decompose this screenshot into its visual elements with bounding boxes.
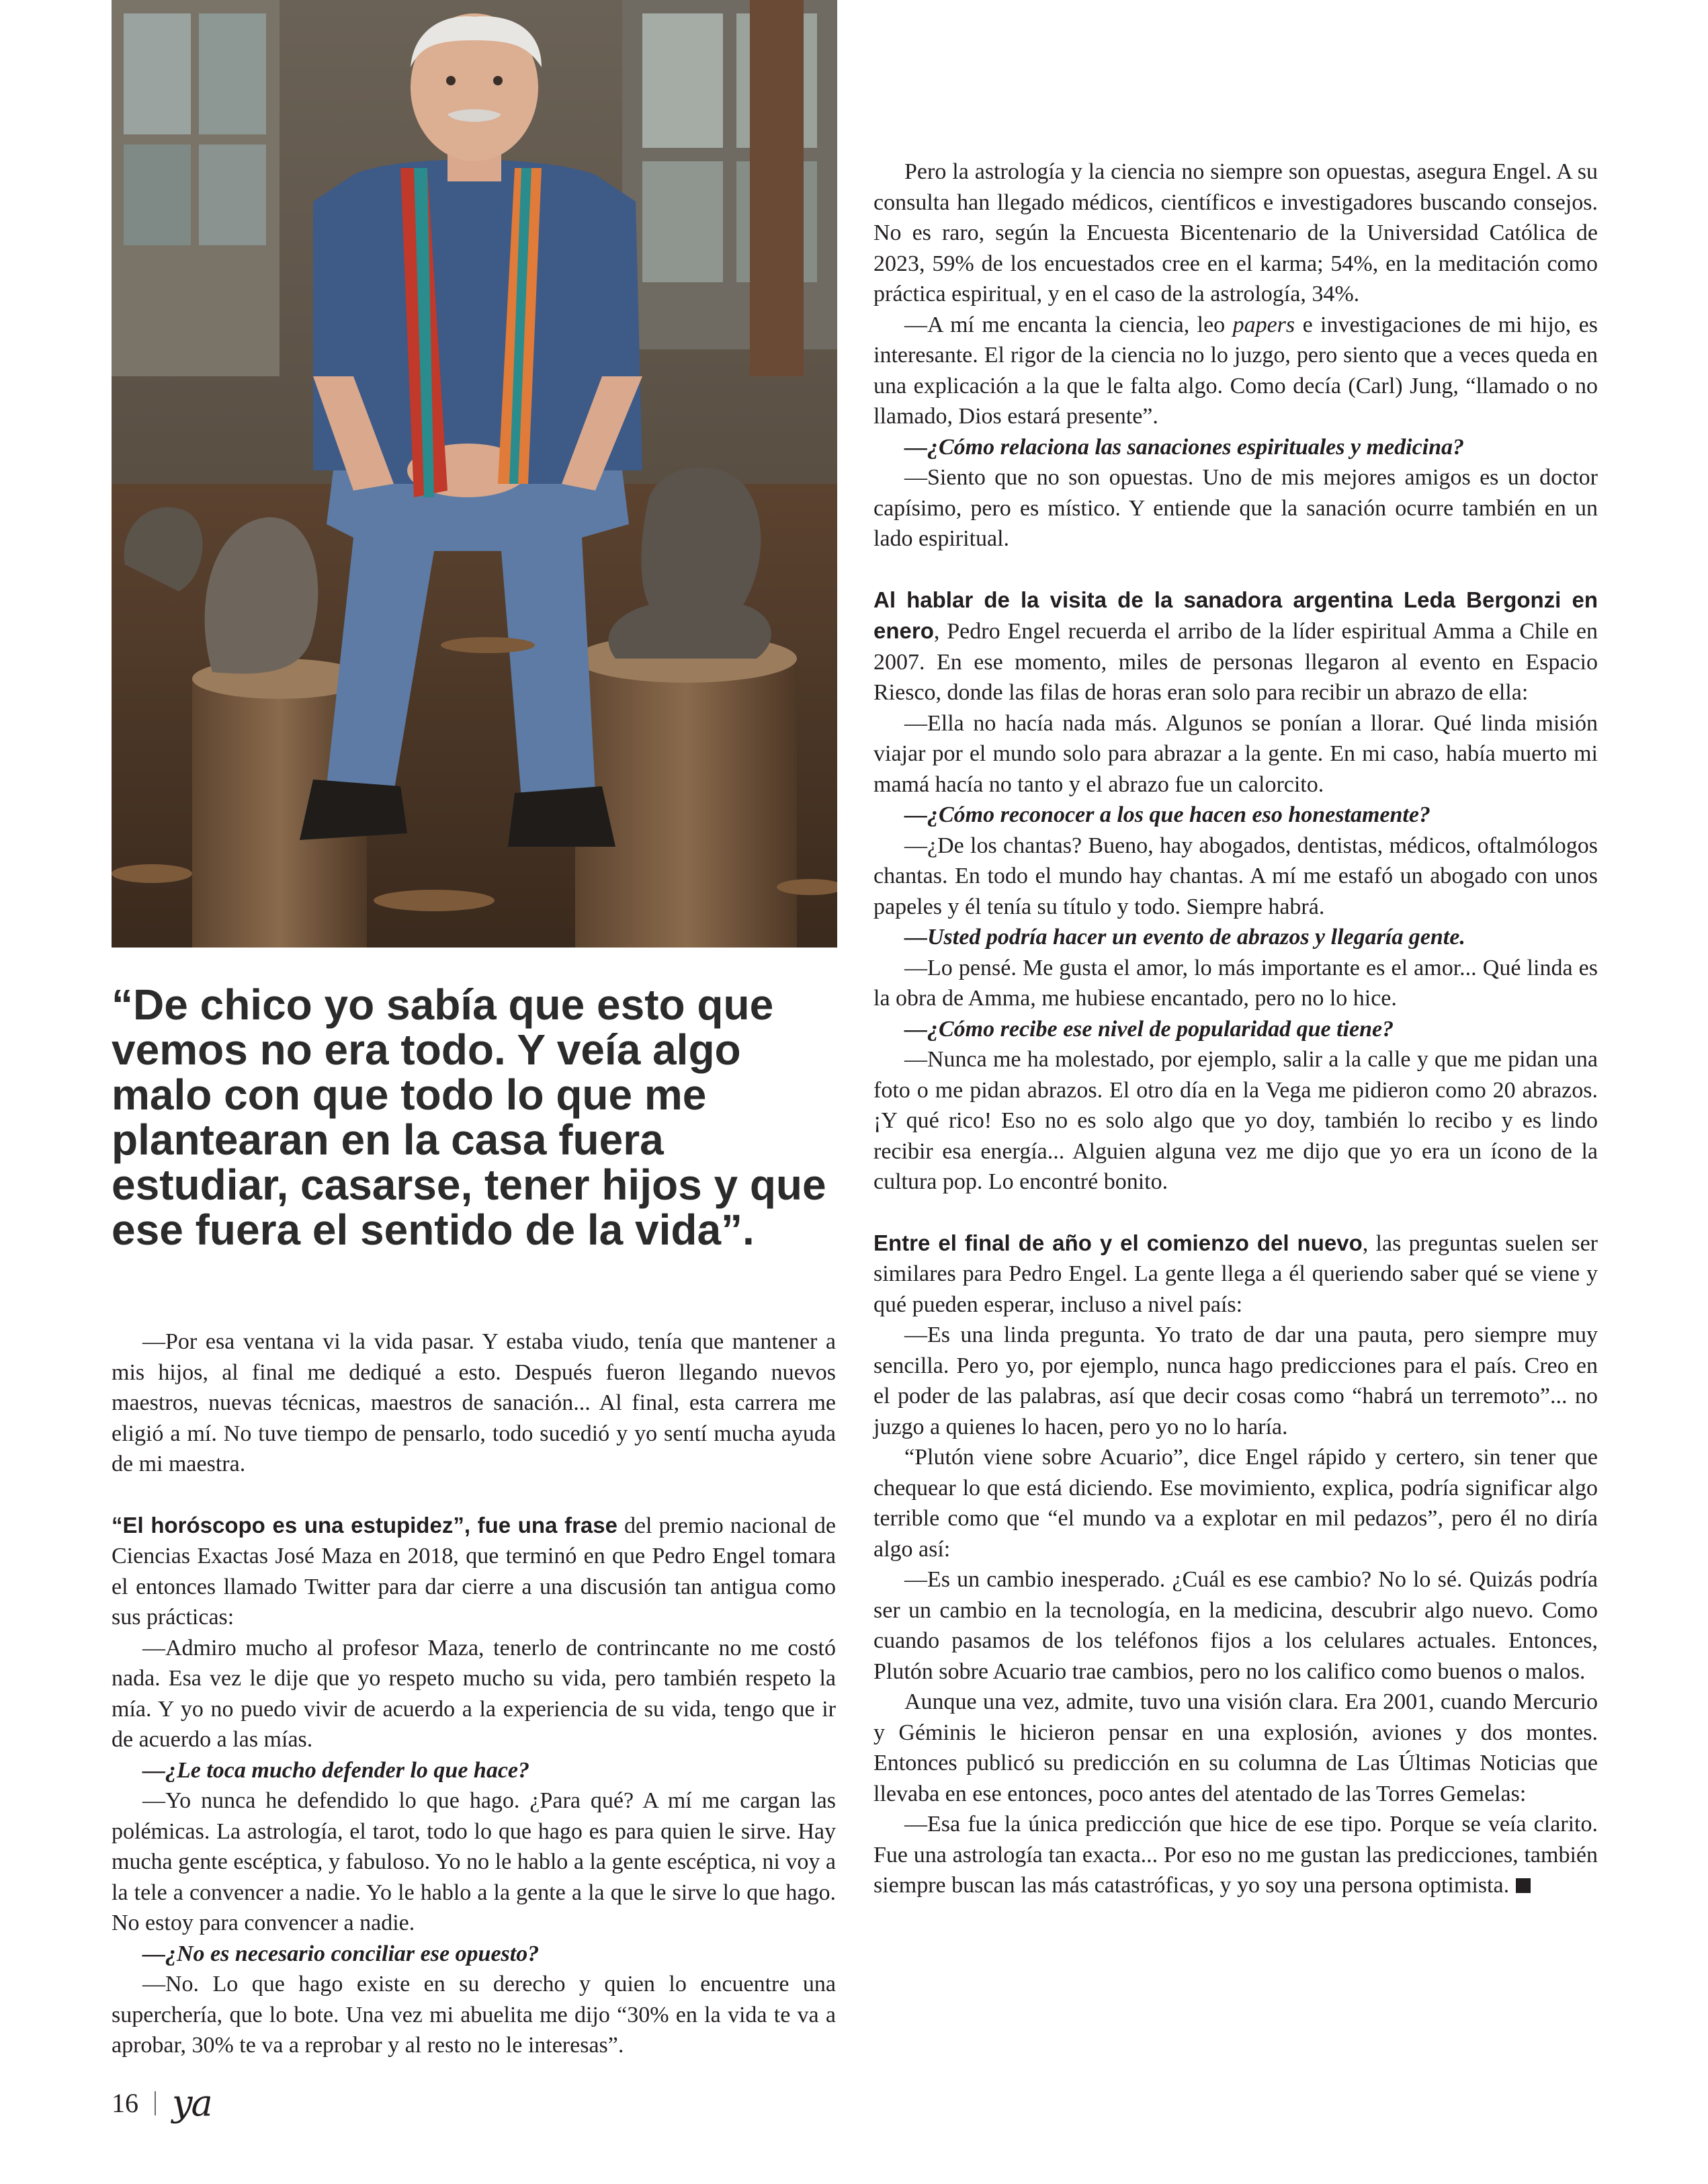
interview-question: —¿Le toca mucho defender lo que hace? [142,1757,530,1783]
paragraph: —¿De los chantas? Bueno, hay abogados, dentistas, médicos, oftalmólogos chantas. En todo el mundo hay chantas. A mí me estafó un abogado con unos papeles y él tenía su título y todo. Siempre habrá. [873,833,1598,919]
interview-question: —¿No es necesario conciliar ese opuesto? [142,1941,540,1966]
interview-question: —Usted podría hacer un evento de abrazos y llegaría gente. [904,925,1465,950]
paragraph [873,310,1598,432]
lead-rest-text: del premio nacional de Ciencias Exactas José Maza en 2018, que terminó en que Pedro Engel tomara el entonces llamado Twitter para dar cierre a una discusión tan antigua como sus prácticas: [112,1513,836,1630]
lead-rest-text: , Pedro Engel recuerda el arribo de la líder espiritual Amma a Chile en 2007. En ese momento, miles de personas llegaron al evento en Espacio Riesco, donde las filas de horas eran solo para recibir un abrazo de ella: [873,619,1598,705]
paragraph: —Yo nunca he defendido lo que hago. ¿Para qué? A mí me cargan las polémicas. La astrología, el tarot, todo lo que hago es para quien le sirve. Hay mucha gente escéptica, y fabuloso. Yo no le hablo a la gente escéptica, ni voy a la tele a convencer a nadie. Yo le hablo a la gente a la que le sirve lo que hago. No estoy para convencer a nadie. [112,1788,836,1935]
left-column [112,1327,836,2061]
italic-word: papers [1232,312,1295,337]
photo-illustration [112,0,837,948]
page-footer [112,2082,212,2124]
magazine-logo: ya [172,2082,212,2124]
paragraph-text: e investigaciones de mi hijo, es interesante. El rigor de la ciencia no lo juzgo, pero siento que a veces queda en una explicación a la que le falta algo. Como decía (Carl) Jung, “llamado o no llamado, Dios estará presente”. [873,312,1598,429]
paragraph: —Es una linda pregunta. Yo trato de dar una pauta, pero siempre muy sencilla. Pero yo, por ejemplo, nunca hago predicciones para el país. Creo en el poder de las palabras, así que decir cosas como “habrá un terremoto”... no juzgo a quienes lo hacen, pero yo no lo haría. [873,1322,1598,1439]
paragraph: —Siento que no son opuestas. Uno de mis mejores amigos es un doctor capísimo, pero es místico. Y entiende que la sanación ocurre también en un lado espiritual. [873,465,1598,551]
paragraph: —Lo pensé. Me gusta el amor, lo más importante es el amor... Qué linda es la obra de Amma, me hubiese encantado, pero no lo hice. [873,955,1598,1011]
paragraph: “Plutón viene sobre Acuario”, dice Engel rápido y certero, sin tener que chequear lo que está diciendo. Ese movimiento, explica, podría significar algo terrible como que “el mundo va a explotar en mil pedazos”, pero él no diría algo así: [873,1445,1598,1562]
interview-question: —¿Cómo reconocer a los que hacen eso honestamente? [904,802,1431,827]
paragraph: —Por esa ventana vi la vida pasar. Y estaba viudo, tenía que mantener a mis hijos, al final me dediqué a esto. Después fueron llegando nuevos maestros, nuevas técnicas, maestros de sanación... Al final, esta carrera me eligió a mí. No tuve tiempo de pensarlo, todo sucedió y yo sentí mucha ayuda de mi maestra. [112,1329,836,1476]
paragraph: —Nunca me ha molestado, por ejemplo, salir a la calle y que me pidan una foto o me pidan abrazos. El otro día en la Vega me pidieron como 20 abrazos. ¡Y qué rico! Eso no es solo algo que yo doy, también lo recibo y es lindo recibir esa energía... Alguien alguna vez me dijo que yo era un ícono de la cultura pop. Lo encontré bonito. [873,1047,1598,1194]
lead-paragraph [873,585,1598,708]
right-column [873,157,1598,1901]
lead-paragraph [873,1228,1598,1320]
paragraph: —Es un cambio inesperado. ¿Cuál es ese cambio? No lo sé. Quizás podría ser un cambio en la tecnología, en la medicina, descubrir algo nuevo. Como cuando pasamos de los teléfonos fijos a los celulares actuales. Entonces, Plutón sobre Acuario trae cambios, pero no los califico como buenos o malos. [873,1567,1598,1684]
paragraph-text: —A mí me encanta la ciencia, leo [904,312,1233,337]
end-mark-icon [1516,1878,1531,1893]
portrait-photo [112,0,837,948]
paragraph: —Admiro mucho al profesor Maza, tenerlo de contrincante no me costó nada. Esa vez le dije que yo respeto mucho su vida, pero también respeto la mía. Y yo no puedo vivir de acuerdo a la experiencia de su vida, tengo que ir de acuerdo a las mías. [112,1635,836,1752]
paragraph: Pero la astrología y la ciencia no siempre son opuestas, asegura Engel. A su consulta han llegado médicos, científicos e investigadores buscando consejos. No es raro, según la Encuesta Bicentenario de la Universidad Católica de 2023, 59% de los encuestados cree en el karma; 54%, en la meditación como práctica espiritual, y en el caso de la astrología, 34%. [873,159,1598,306]
paragraph: —Ella no hacía nada más. Algunos se ponían a llorar. Qué linda misión viajar por el mundo solo para abrazar a la gente. En mi caso, había muerto mi mamá hacía no tanto y el abrazo fue un calorcito. [873,710,1598,797]
footer-divider [155,2091,156,2115]
lead-rest-text: , las preguntas suelen ser similares para Pedro Engel. La gente llega a él queriendo saber qué se viene y qué pueden esperar, incluso a nivel país: [873,1230,1598,1317]
lead-in-text: “El horóscopo es una estupidez”, fue una frase [112,1512,617,1538]
paragraph: —No. Lo que hago existe en su derecho y quien lo encuentre una superchería, que lo bote. Una vez mi abuelita me dijo “30% en la vida te va a aprobar, 30% te va a reprobar y al resto no le interesas”. [112,1972,836,2058]
lead-paragraph [112,1510,836,1633]
paragraph: Aunque una vez, admite, tuvo una visión clara. Era 2001, cuando Mercurio y Géminis le hicieron pensar en una explosión, aviones y dos montes. Entonces publicó su predicción en su columna de Las Últimas Noticias que llevaba en ese entonces, poco antes del atentado de las Torres Gemelas: [873,1689,1598,1806]
lead-in-text: Al hablar de la visita de la sanadora argentina Leda Bergonzi en enero [873,587,1598,643]
lead-in-text: Entre el final de año y el comienzo del nuevo [873,1230,1363,1255]
interview-question: —¿Cómo recibe ese nivel de popularidad que tiene? [904,1016,1394,1042]
interview-question: —¿Cómo relaciona las sanaciones espirituales y medicina? [904,434,1465,460]
page-number: 16 [112,2088,138,2118]
closing-paragraph-text: —Esa fue la única predicción que hice de ese tipo. Porque se veía clarito. Fue una astrología tan exacta... Por eso no me gustan las predicciones, también siempre buscan las más catastróficas, y yo soy una persona optimista. [873,1812,1598,1898]
paragraph [873,1809,1598,1901]
pull-quote: “De chico yo sabía que esto que vemos no era todo. Y veía algo malo con que todo lo que me plantearan en la casa fuera estudiar, casarse, tener hijos y que ese fuera el sentido de la vida”. [112,980,826,1254]
